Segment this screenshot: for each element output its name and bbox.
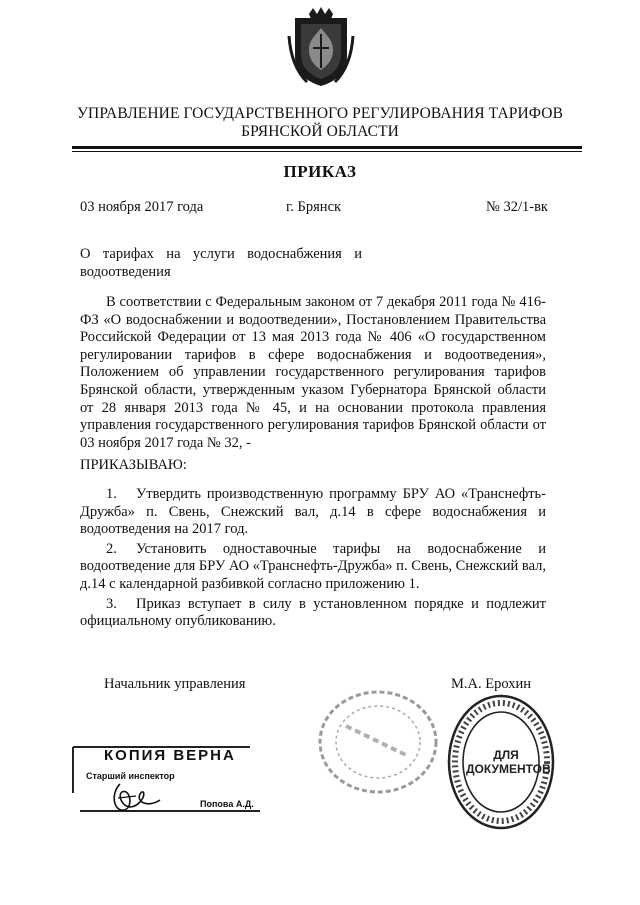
order-item xyxy=(80,541,546,594)
document-date: 03 ноября 2017 года xyxy=(80,199,204,215)
signatory-role: Начальник управления xyxy=(104,676,246,692)
header-line-2: БРЯНСКОЙ ОБЛАСТИ xyxy=(241,123,399,140)
copy-stamp-name: Попова А.Д. xyxy=(200,799,254,809)
document-subject: О тарифах на услуги водоснабжения и водоотведения xyxy=(80,246,362,280)
signatory-name: М.А. Ерохин xyxy=(451,676,532,692)
coat-of-arms-icon xyxy=(287,6,355,88)
document-city: г. Брянск xyxy=(286,199,342,215)
handwritten-signature-icon xyxy=(100,774,170,820)
header-rule-thin xyxy=(72,151,582,152)
order-item xyxy=(80,486,546,539)
order-item xyxy=(80,596,546,631)
document-number: № 32/1-вк xyxy=(486,199,548,215)
order-item-text: Приказ вступает в силу в установленном порядке и подлежит официальному опубликованию. xyxy=(80,595,546,630)
order-item-number: 1. xyxy=(106,486,117,502)
order-item-text: Установить одноставочные тарифы на водоснабжение и водоотведение для БРУ АО «Транснефть-Дружба» п. Свень, Снежский вал, д.14 с календарной разбивкой согласно приложению 1. xyxy=(80,540,547,592)
header-line-1: УПРАВЛЕНИЕ ГОСУДАРСТВЕННОГО РЕГУЛИРОВАНИЯ ТАРИФОВ xyxy=(76,105,564,122)
body-paragraph: В соответствии с Федеральным законом от 7 декабря 2011 года № 416-ФЗ «О водоснабжении и водоотведении», Постановлением Правительства Российской Федерации от 13 мая 2013 года № 406 «О государственном регулировании тарифов в сфере водоснабжения и водоотведения», Положением об управлении государственного регулирования тарифов Брянской области, утвержденным указом Губернатора Брянской области от 28 января 2013 года № 45, и на основании протокола правления управления государственного регулирования тарифов Брянской области от 03 ноября 2017 года № 32, - xyxy=(80,294,546,451)
copy-stamp-role: Старший инспектор xyxy=(86,771,175,781)
copy-stamp-title: КОПИЯ ВЕРНА xyxy=(104,747,236,764)
order-item-number: 2. xyxy=(106,540,117,557)
order-items xyxy=(80,486,546,633)
order-word: ПРИКАЗЫВАЮ: xyxy=(80,457,187,473)
faint-seal-icon xyxy=(312,686,442,798)
document-title: ПРИКАЗ xyxy=(283,162,357,181)
header-rule-thick xyxy=(72,146,582,149)
round-seal-text: ДЛЯ ДОКУМЕНТОВ xyxy=(466,748,551,776)
document-body xyxy=(80,294,546,452)
order-item-number: 3. xyxy=(106,595,117,612)
order-item-text: Утвердить производственную программу БРУ АО «Транснефть-Дружба» п. Свень, Снежский вал, д.14 в сфере водоснабжения и водоотведения на 2017 год. xyxy=(80,486,546,538)
